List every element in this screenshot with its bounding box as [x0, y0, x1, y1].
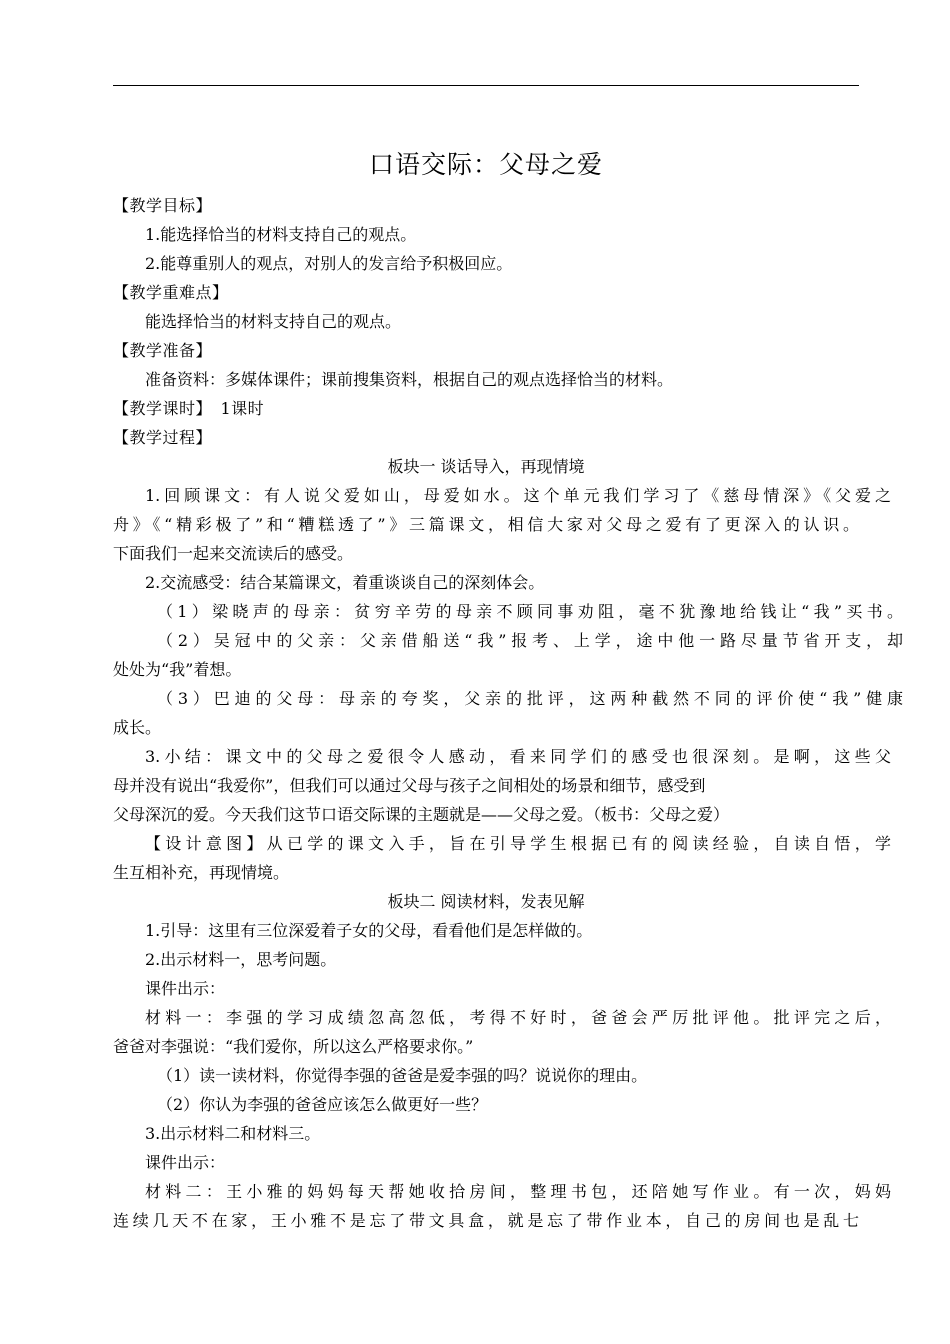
paragraph-line: 2.交流感受：结合某篇课文，着重谈谈自己的深刻体会。 [145, 573, 545, 592]
paragraph-line: 父母深沉的爱。今天我们这节口语交际课的主题就是——父母之爱。（板书：父母之爱） [113, 805, 730, 824]
objective-1: 1.能选择恰当的材料支持自己的观点。 [145, 225, 417, 244]
paragraph-line: （2）吴冠中的父亲：父亲借船送“我”报考、上学，途中他一路尽量节省开支，却 [157, 631, 903, 650]
paragraph-line: 1.回顾课文：有人说父爱如山，母爱如水。这个单元我们学习了《慈母情深》《父爱之 [145, 486, 891, 505]
material-1-line: 材料一：李强的学习成绩忽高忽低，考得不好时，爸爸会严厉批评他。批评完之后， [145, 1008, 891, 1027]
objective-2: 2.能尊重别人的观点，对别人的发言给予积极回应。 [145, 254, 513, 273]
block-2-heading: 板块二 阅读材料，发表见解 [387, 892, 585, 911]
section-heading-process: 【教学过程】 [113, 428, 213, 447]
paragraph-line: 舟》《“精彩极了”和“糟糕透了”》三篇课文，相信大家对父母之爱有了更深入的认识。 [113, 515, 859, 534]
question-line: （2）你认为李强的爸爸应该怎么做更好一些？ [157, 1095, 488, 1114]
material-2-line: 材料二：王小雅的妈妈每天帮她收拾房间，整理书包，还陪她写作业。有一次，妈妈 [145, 1182, 891, 1201]
section-heading-key-points: 【教学重难点】 [113, 283, 229, 302]
block-1-heading: 板块一 谈话导入，再现情境 [387, 457, 585, 476]
design-intent-line: 【设计意图】从已学的课文入手，旨在引导学生根据已有的阅读经验，自读自悟，学 [145, 834, 891, 853]
design-intent-line: 生互相补充，再现情境。 [113, 863, 290, 882]
paragraph-line: 母并没有说出“我爱你”，但我们可以通过父母与孩子之间相处的场景和细节，感受到 [113, 776, 706, 795]
paragraph-line: 3.出示材料二和材料三。 [145, 1124, 321, 1143]
paragraph-line: （1）梁晓声的母亲：贫穷辛劳的母亲不顾同事劝阻，毫不犹豫地给钱让“我”买书。 [157, 602, 903, 621]
paragraph-line: 课件出示： [145, 979, 226, 998]
paragraph-line: 处处为“我”着想。 [113, 660, 242, 679]
question-line: （1）读一读材料，你觉得李强的爸爸是爱李强的吗？说说你的理由。 [157, 1066, 648, 1085]
page-title: 口语交际：父母之爱 [368, 150, 603, 179]
section-heading-hours: 【教学课时】 1课时 [113, 399, 265, 418]
header-rule [113, 85, 859, 86]
paragraph-line: 成长。 [113, 718, 162, 737]
paragraph-line: 1.引导：这里有三位深爱着子女的父母，看看他们是怎样做的。 [145, 921, 593, 940]
section-heading-objectives: 【教学目标】 [113, 196, 213, 215]
paragraph-line: 3.小结：课文中的父母之爱很令人感动，看来同学们的感受也很深刻。是啊，这些父 [145, 747, 891, 766]
material-2-line: 连续几天不在家，王小雅不是忘了带文具盒，就是忘了带作业本，自己的房间也是乱七 [113, 1211, 859, 1230]
paragraph-line: 下面我们一起来交流读后的感受。 [113, 544, 354, 563]
key-point-text: 能选择恰当的材料支持自己的观点。 [145, 312, 402, 331]
paragraph-line: （3）巴迪的父母：母亲的夸奖，父亲的批评，这两种截然不同的评价使“我”健康 [157, 689, 903, 708]
material-1-line: 爸爸对李强说：“我们爱你，所以这么严格要求你。” [113, 1037, 474, 1056]
paragraph-line: 2.出示材料一，思考问题。 [145, 950, 337, 969]
preparation-text: 准备资料：多媒体课件；课前搜集资料，根据自己的观点选择恰当的材料。 [145, 370, 674, 389]
section-heading-preparation: 【教学准备】 [113, 341, 213, 360]
paragraph-line: 课件出示： [145, 1153, 226, 1172]
